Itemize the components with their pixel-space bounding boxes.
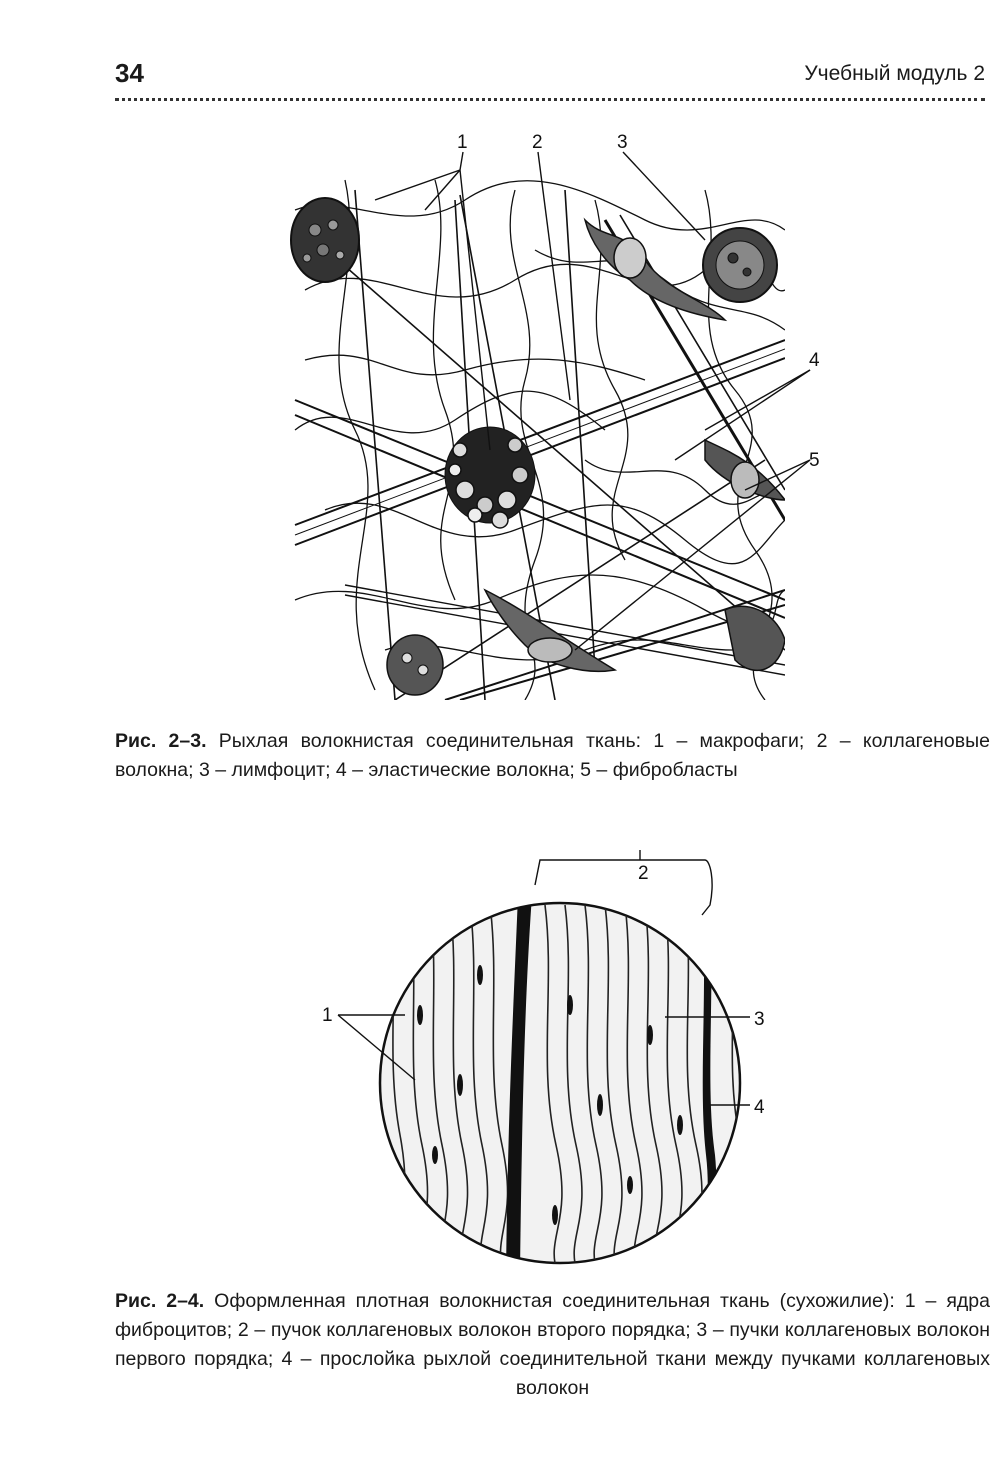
figure2-caption: [115, 1287, 990, 1403]
figure-tendon-tissue: [310, 855, 780, 1255]
figure1-caption: [115, 727, 990, 785]
figure2-caption-label: Рис. 2–4.: [115, 1290, 205, 1312]
fig2-label-2: 2: [638, 863, 649, 884]
central-macrophage: [445, 427, 535, 528]
fig2-label-4: 4: [754, 1097, 765, 1118]
page-header: [115, 58, 985, 104]
lymphocyte-cell: [703, 228, 777, 302]
fig1-label-3: 3: [617, 132, 628, 153]
tissue-drawing: [291, 180, 785, 700]
fig1-label-2: 2: [532, 132, 543, 153]
running-title: Учебный модуль 2: [804, 62, 985, 85]
figure2-caption-text: Оформленная плотная волокнистая соединительная ткань (сухожилие): 1 – ядра фиброцитов; 2 – пучок коллагеновых волокон второго порядка; 3 – пучки коллагеновых волокон первого порядка; 4 – прослойка рыхлой соединительной ткани между пучками коллагеновых волокон: [115, 1290, 990, 1399]
header-divider: [115, 98, 985, 101]
page-number: 34: [115, 58, 144, 88]
figure1-caption-label: Рис. 2–3.: [115, 730, 207, 752]
figure-loose-connective-tissue: [285, 130, 820, 705]
fig2-label-3: 3: [754, 1009, 765, 1030]
fig1-label-4: 4: [809, 350, 820, 371]
fig2-label-1: 1: [322, 1005, 333, 1026]
figure1-caption-text: Рыхлая волокнистая соединительная ткань: 1 – макрофаги; 2 – коллагеновые волокна; 3 – лимфоцит; 4 – эластические волокна; 5 – фибробласты: [115, 730, 990, 781]
macrophage-cell: [291, 198, 359, 282]
fig1-label-1: 1: [457, 132, 468, 153]
fig1-label-5: 5: [809, 450, 820, 471]
bottom-cell-cluster: [387, 635, 443, 695]
